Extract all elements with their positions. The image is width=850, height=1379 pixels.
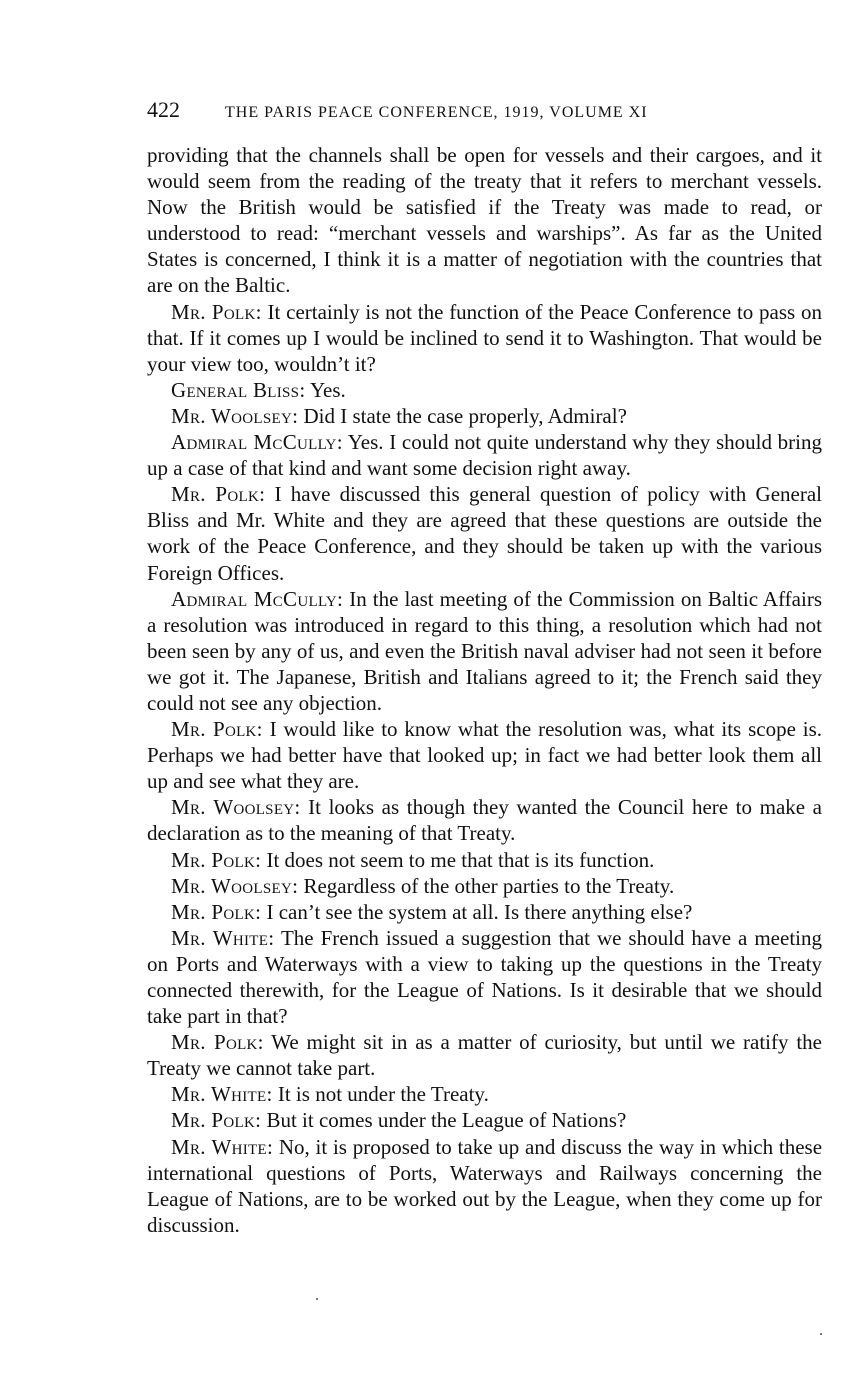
speaker-label: Mr. Polk: — [171, 299, 262, 324]
exchange-paragraph — [147, 925, 822, 1029]
speech-text: Yes. I could not quite understand why they should bring up a case of that kind and want some decision right away. — [147, 430, 822, 481]
speech-text: We might sit in as a matter of curiosity, but until we ratify the Treaty we cannot take part. — [147, 1030, 823, 1081]
exchange-paragraph — [147, 899, 822, 925]
exchange-paragraph — [147, 873, 822, 899]
speaker-label: Mr. Woolsey: — [171, 873, 299, 898]
speaker-label: Mr. White: — [171, 1082, 273, 1107]
exchange-paragraph — [147, 1029, 822, 1081]
speech-text: Yes. — [305, 377, 346, 402]
speaker-label: Mr. Woolsey: — [171, 403, 299, 428]
speech-text: It looks as though they wanted the Council here to make a declaration as to the meaning of that Treaty. — [147, 795, 822, 846]
page-number: 422 — [147, 97, 180, 122]
speaker-label: Mr. Polk: — [171, 717, 263, 742]
speaker-label: Mr. Polk: — [171, 1030, 264, 1055]
speech-text: Regardless of the other parties to the Treaty. — [298, 873, 675, 898]
exchange-paragraph — [147, 481, 822, 585]
speaker-label: Mr. Polk: — [171, 482, 266, 507]
speech-text: I have discussed this general question of policy with General Bliss and Mr. White and they are agreed that these questions are outside the work of the Peace Conference, and they should be taken up with the various Foreign Offices. — [147, 482, 822, 585]
running-head: THE PARIS PEACE CONFERENCE, 1919, VOLUME XI — [225, 104, 648, 121]
continuation-paragraph: providing that the channels shall be open for vessels and their cargoes, and it would seem from the reading of the treaty that it refers to merchant vessels. Now the British would be satisfied if the Treaty was made to read, or understood to read: “merchant vessels and warships”. As far as the United States is concerned, I think it is a matter of negotiation with the countries that are on the Baltic. — [147, 143, 822, 298]
speech-text: I can’t see the system at all. Is there anything else? — [261, 899, 693, 924]
exchange-paragraph — [147, 1134, 822, 1238]
exchange-paragraph — [147, 377, 822, 403]
exchange-paragraph — [147, 586, 822, 716]
print-speck — [316, 1298, 318, 1300]
exchange-paragraph — [147, 429, 822, 481]
speaker-label: Mr. Polk: — [171, 1108, 262, 1133]
speech-text: But it comes under the League of Nations? — [261, 1108, 627, 1133]
exchange-paragraph — [147, 1081, 822, 1107]
exchange-paragraph — [147, 716, 822, 794]
speech-text: No, it is proposed to take up and discuss the way in which these international questions of Ports, Waterways and Railways concerning the League of Nations, are to be worked out by the League, when they come up for discussion. — [147, 1134, 823, 1237]
print-speck — [820, 1333, 822, 1335]
speech-text: It certainly is not the function of the Peace Conference to pass on that. If it comes up I would be inclined to send it to Washington. That would be your view too, wouldn’t it? — [147, 299, 823, 376]
speaker-label: Mr. Polk: — [171, 847, 262, 872]
speaker-label: Mr. Polk: — [171, 899, 262, 924]
speaker-label: Mr. White: — [171, 1134, 274, 1159]
speech-text: In the last meeting of the Commission on Baltic Affairs a resolution was introduced in regard to this thing, a resolution which had not been seen by any of us, and even the British naval adviser had not seen it before we got it. The Japanese, British and Italians agreed to it; the French said they could not see any objection. — [147, 586, 822, 715]
speech-text: Did I state the case properly, Admiral? — [298, 403, 627, 428]
speaker-label: Mr. Woolsey: — [171, 795, 301, 820]
speech-text: It does not seem to me that that is its function. — [261, 847, 655, 872]
speech-text: I would like to know what the resolution was, what its scope is. Perhaps we had better have that looked up; in fact we had better look them all up and see what they are. — [147, 717, 823, 794]
speech-text: The French issued a suggestion that we should have a meeting on Ports and Waterways with a view to taking up the questions in the Treaty connected therewith, for the League of Nations. Is it desirable that we should take part in that? — [147, 925, 822, 1029]
speaker-label: Admiral McCully: — [171, 430, 343, 455]
speaker-label: Admiral McCully: — [171, 586, 344, 611]
speaker-label: Mr. White: — [171, 925, 275, 950]
transcript-body — [147, 142, 822, 1238]
speech-text: It is not under the Treaty. — [272, 1082, 489, 1107]
page-header — [147, 98, 827, 125]
exchange-paragraph — [147, 299, 822, 377]
exchange-paragraph — [147, 847, 822, 873]
speaker-label: General Bliss: — [171, 377, 306, 402]
exchange-paragraph — [147, 403, 822, 429]
exchange-paragraph — [147, 794, 822, 846]
exchange-paragraph — [147, 1107, 822, 1133]
